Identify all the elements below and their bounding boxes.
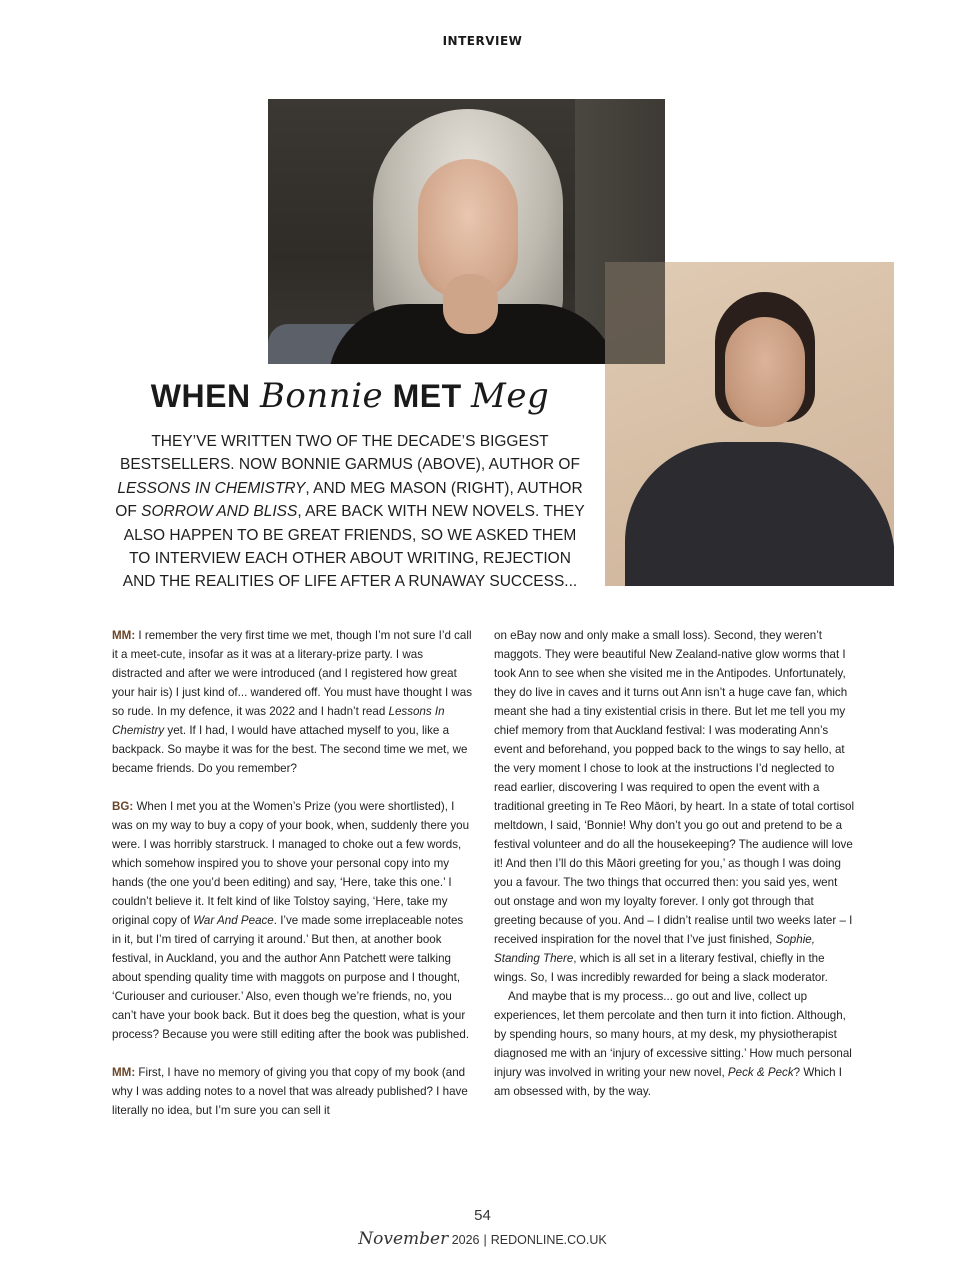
paragraph-text: When I met you at the Women’s Prize (you were shortlisted), I was on my way to buy a copy of your book, when, suddenly there you were. I was horribly starstruck. I managed to choke out a few words, which somehow inspired you to shove your personal copy into my hands (the one you’d been editing) and say, ‘Here, take this one.’ I couldn’t believe it. It felt kind of like Tolstoy saying, ‘Here, take my original copy of — [112, 800, 470, 927]
page-number: 54 — [474, 1207, 491, 1224]
section-label: INTERVIEW — [442, 34, 523, 48]
paragraph-text: yet. If I had, I would have attached myself to you, like a backpack. So maybe it was for the best. The second time we met, we became friends. Do you remember? — [112, 724, 468, 775]
standfirst-book-2: SORROW AND BLISS — [141, 503, 298, 521]
standfirst-text-2: , AND MEG MASON (RIGHT), AUTHOR OF — [115, 479, 583, 521]
speaker-label: MM: — [112, 629, 136, 642]
standfirst — [112, 430, 588, 594]
paragraph-bg-1 — [112, 797, 474, 1044]
paragraph-text: I remember the very first time we met, though I’m not sure I’d call it a meet-cute, insofar as it was at a literary-prize party. I was distracted and after we were introduced (and I registered how great your hair is) I just kind of... wandered off. You must have thought I was so rude. In my defence, it was 2022 and I hadn’t read — [112, 629, 473, 718]
standfirst-text-3: , ARE BACK WITH NEW NOVELS. THEY ALSO HAPPEN TO BE GREAT FRIENDS, SO WE ASKED THEM TO INTERVIEW EACH OTHER ABOUT WRITING, REJECTION AND THE REALITIES OF LIFE AFTER A RUNAWAY SUCCESS... — [122, 503, 585, 591]
paragraph-text: ? Which I am obsessed with, by the way. — [494, 1066, 842, 1098]
headline-name-meg: Meg — [471, 376, 550, 416]
footer-site: REDONLINE.CO.UK — [490, 1233, 607, 1247]
footer-month: November — [358, 1229, 449, 1249]
headline-name-bonnie: Bonnie — [259, 376, 384, 416]
paragraph-text: . I’ve made some irreplaceable notes in it, but I’m tired of carrying it around.’ But then, at another book festival, in Auckland, you and the author Ann Patchett were talking about spending quality time with maggots on purpose and I thought, ‘Curiouser and curiouser.’ Also, even though we’re friends, no, you can’t have your book back. But it does beg the question, what is your process? Because you were still editing after the book was published. — [112, 914, 470, 1041]
meg-mason-photo — [605, 262, 894, 586]
book-title: Peck & Peck — [727, 1066, 794, 1079]
book-title: Sophie, Standing There — [494, 933, 815, 965]
footer-folio — [0, 1229, 965, 1249]
speaker-label: MM: — [112, 1066, 136, 1079]
paragraph-mm-3 — [494, 987, 856, 1101]
speaker-label: BG: — [112, 800, 134, 813]
paragraph-text: on eBay now and only make a small loss). Second, they weren’t maggots. They were beautiful New Zealand-native glow worms that I took Ann to see when she visited me in the Antipodes. Unfortunately, they do live in caves and it turns out Ann isn’t a huge cave fan, which meant she had a tiny existential crisis in there. But let me tell you my chief memory from that Auckland festival: I was moderating Ann’s event and beforehand, you popped back to the wings to say hello, at the very moment I chose to look at the instructions I’d neglected to read earlier, discovering I was required to open the event with a traditional greeting in Te Reo Māori, by heart. In a state of total cortisol meltdown, I said, ‘Bonnie! Why don’t you go out and pretend to be a festival volunteer and do all the housekeeping? The audience will love it! And then I’ll do this Māori greeting for you,’ as though I was doing you a favour. The two things that occurred then: you said yes, went out onstage and won my loyalty forever. I only got through that greeting because of you. And – I didn’t realise until two weeks later – I received inspiration for the novel that I’ve just finished, — [494, 629, 855, 946]
book-title: Lessons In Chemistry — [112, 705, 445, 737]
paragraph-mm-2 — [112, 1063, 474, 1120]
standfirst-book-1: LESSONS IN CHEMISTRY — [117, 479, 306, 497]
headline-part1: WHEN — [150, 378, 260, 414]
paragraph-text: , which is all set in a literary festival, chiefly in the wings. So, I was incredibly rewarded for being a slack moderator. — [494, 952, 828, 984]
footer-year: 2026 — [451, 1233, 480, 1247]
body-column-left — [112, 626, 474, 1120]
paragraph-mm-1 — [112, 626, 474, 778]
paragraph-mm-2-continued — [494, 626, 856, 987]
paragraph-text: And maybe that is my process... go out and live, collect up experiences, let them percolate and then turn it into fiction. Although, by spending hours, so many hours, at my desk, my physiotherapist diagnosed me with an ‘injury of excessive sitting.’ How much personal injury was involved in writing your new novel, — [494, 990, 852, 1079]
article-headline — [110, 376, 590, 416]
footer-separator: | — [483, 1233, 487, 1247]
book-title: War And Peace — [193, 914, 274, 927]
paragraph-text: First, I have no memory of giving you that copy of my book (and why I was adding notes to a novel that was already published? I have literally no idea, but I’m sure you can sell it — [112, 1066, 468, 1117]
body-column-right — [494, 626, 856, 1101]
standfirst-text-1: THEY’VE WRITTEN TWO OF THE DECADE’S BIGGEST BESTSELLERS. NOW BONNIE GARMUS (ABOVE), AUTHOR OF — [120, 433, 580, 474]
headline-part2: MET — [383, 378, 472, 414]
